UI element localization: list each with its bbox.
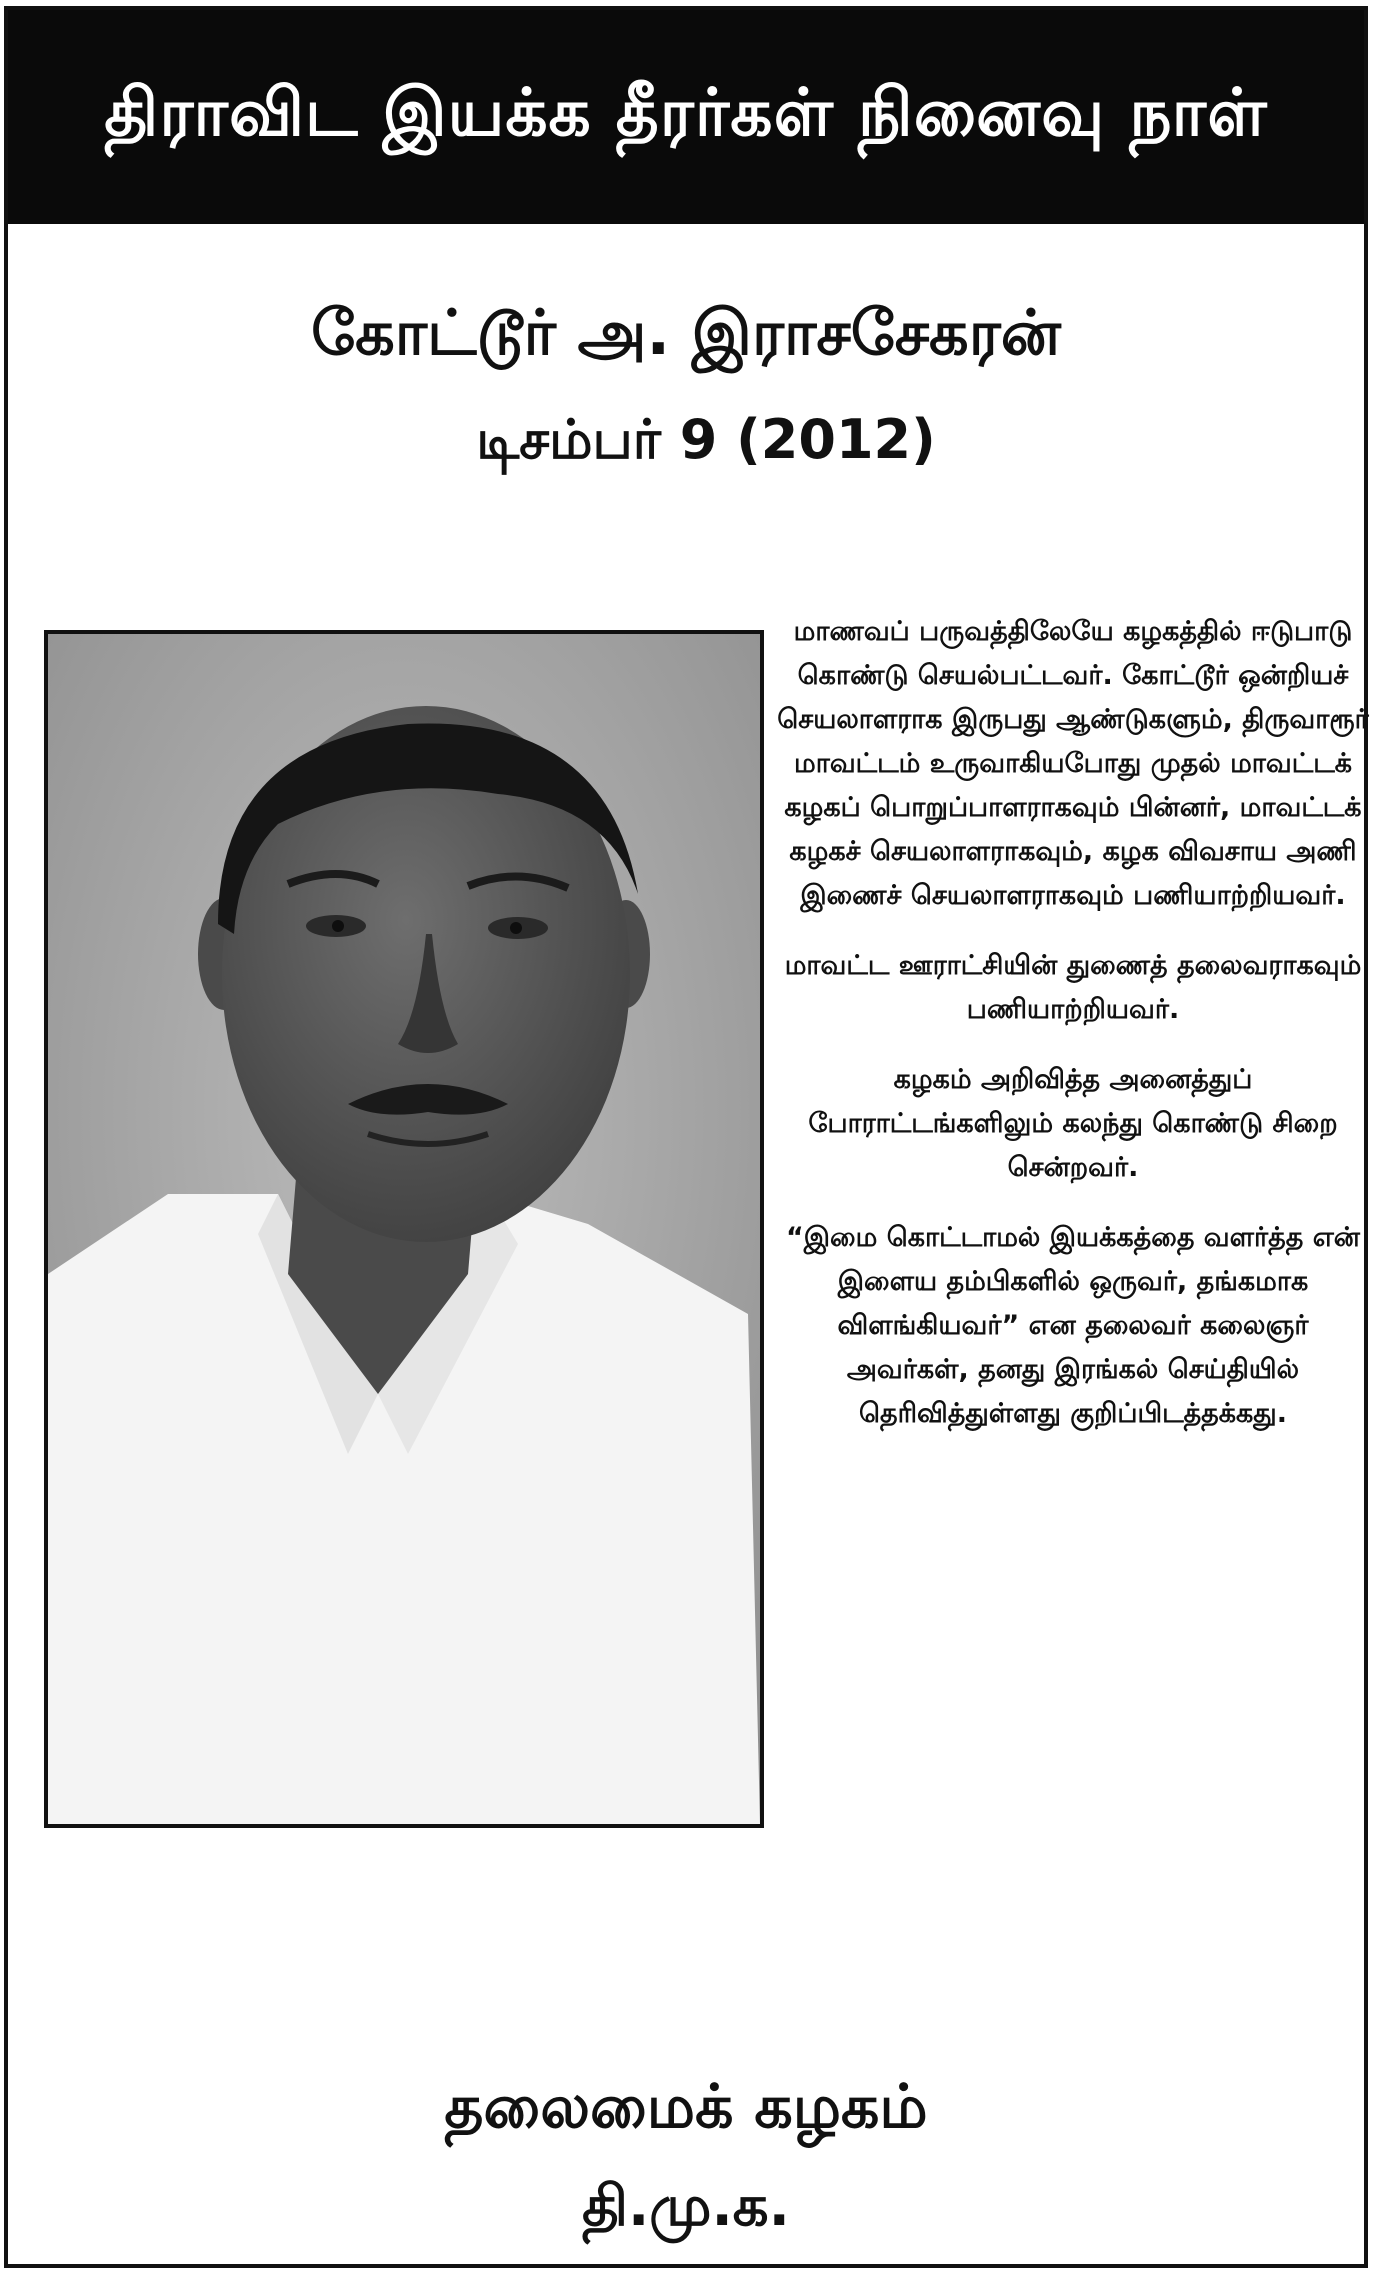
- header-title: திராவிட இயக்க தீரர்கள் நினைவு நாள்: [104, 74, 1268, 151]
- header-bar: [8, 10, 1364, 224]
- biography: [776, 610, 1370, 1462]
- memorial-date: டிசம்பர் 9 (2012): [476, 408, 936, 471]
- footer-organization: தலைமைக் கழகம்: [444, 2072, 928, 2142]
- bio-quote: “இமை கொட்டாமல் இயக்கத்தை வளர்த்த என் இளைய தம்பிகளில் ஒருவர், தங்கமாக விளங்கியவர்” என தலைவர் கலைஞர் அவர்கள், தனது இரங்கல் செய்தியில் தெரிவித்துள்ளது குறிப்பிடத்தக்கது.: [786, 1222, 1360, 1429]
- portrait-photo: [44, 630, 764, 1828]
- person-name: கோட்டூர் அ. இராசசேகரன்: [311, 296, 1061, 369]
- memorial-notice: [4, 6, 1368, 2268]
- bio-paragraph: கழகம் அறிவித்த அனைத்துப் போராட்டங்களிலும் கலந்து கொண்டு சிறை சென்றவர்.: [808, 1064, 1338, 1183]
- bio-paragraph: மாணவப் பருவத்திலேயே கழகத்தில் ஈடுபாடு கொண்டு செயல்பட்டவர். கோட்டூர் ஒன்றியச் செயலாளராக இருபது ஆண்டுகளும், திருவாரூர் மாவட்டம் உருவாகியபோது முதல் மாவட்டக் கழகப் பொறுப்பாளராகவும் பின்னர், மாவட்டக் கழகச் செயலாளராகவும், கழக விவசாய அணி இணைச் செயலாளராகவும் பணியாற்றியவர்.: [777, 616, 1369, 911]
- bio-paragraph: மாவட்ட ஊராட்சியின் துணைத் தலைவராகவும் பணியாற்றியவர்.: [784, 950, 1362, 1025]
- footer-party: தி.மு.க.: [582, 2174, 790, 2239]
